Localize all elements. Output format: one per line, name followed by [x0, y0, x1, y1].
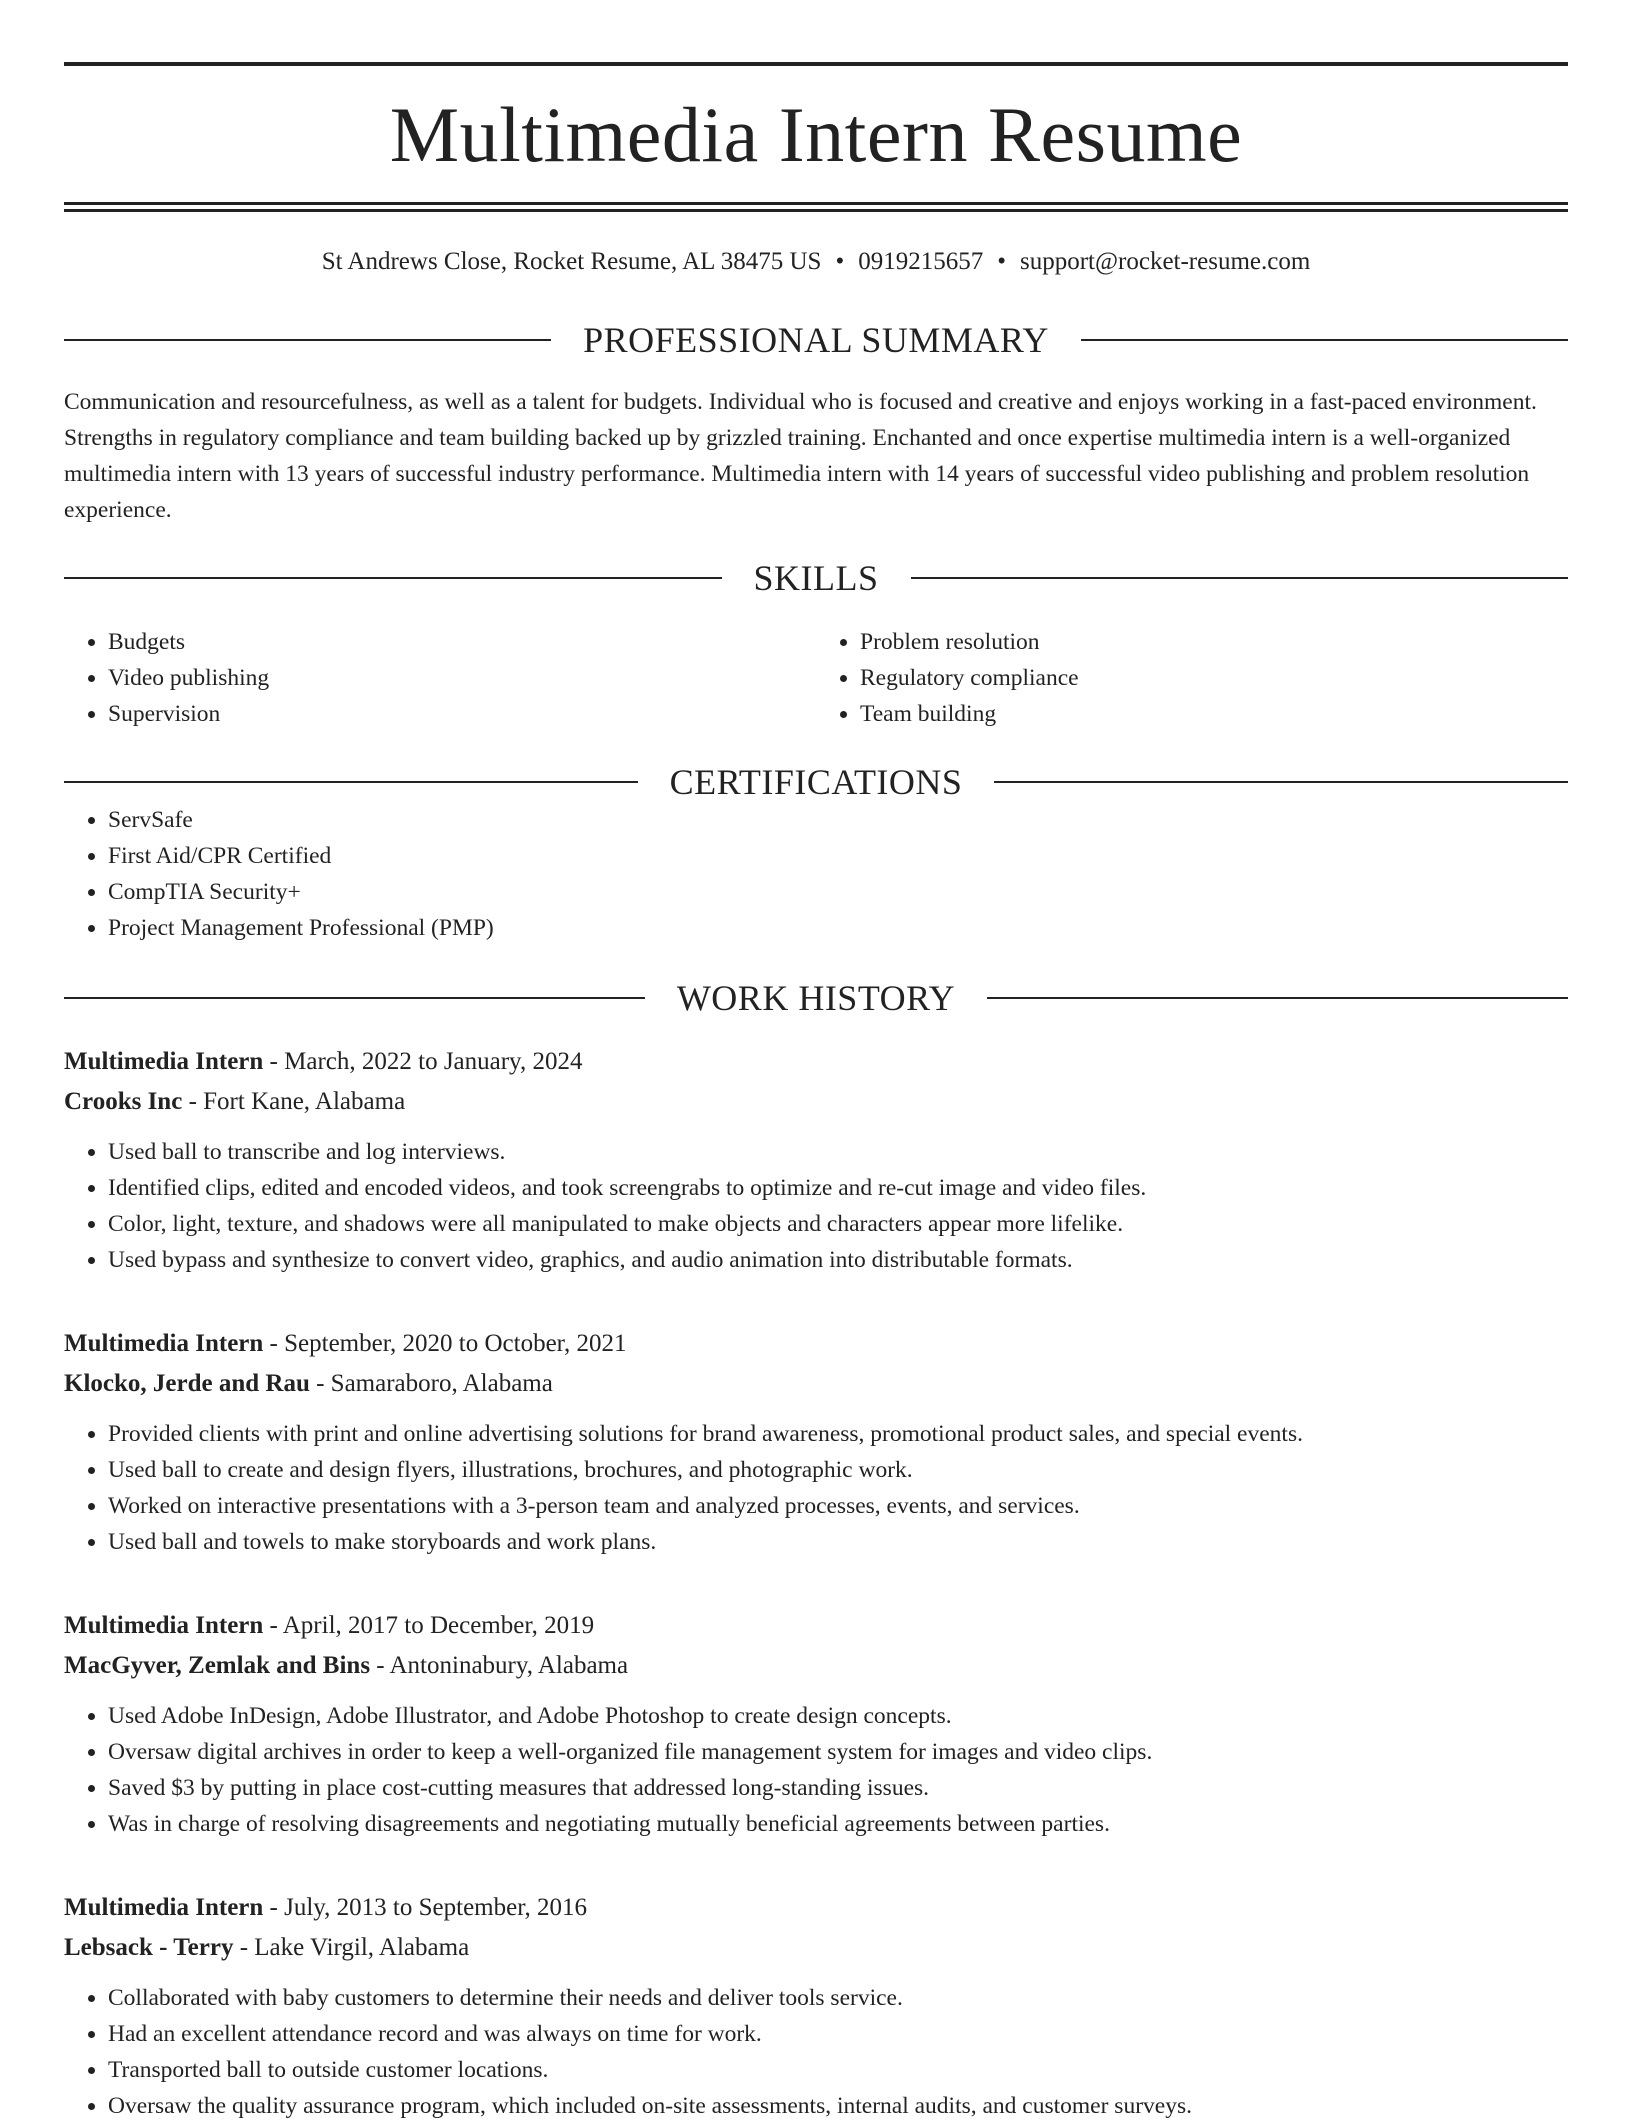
contact-separator: •: [997, 248, 1006, 275]
job-company-line: [64, 1928, 1568, 1968]
skills-column-right: [816, 624, 1568, 732]
job-title-line: [64, 1888, 1568, 1928]
job-duty: • Worked on interactive presentations with a 3-person team and analyzed processes, events, and services.: [108, 1488, 1568, 1524]
certification-item: • Project Management Professional (PMP): [108, 910, 1568, 946]
section-rule-left: [64, 577, 722, 579]
job-company: Klocko, Jerde and Rau: [64, 1370, 310, 1397]
resume-page: [64, 0, 1568, 2124]
job-company: MacGyver, Zemlak and Bins: [64, 1652, 371, 1679]
job-duty: • Had an excellent attendance record and was always on time for work.: [108, 2016, 1568, 2052]
section-title-certifications: CERTIFICATIONS: [669, 762, 963, 802]
skills-list: [64, 624, 1568, 732]
skill-item: • Regulatory compliance: [860, 660, 1568, 696]
job-duty: • Used ball and towels to make storyboards and work plans.: [108, 1524, 1568, 1560]
section-header-work: [64, 978, 1568, 1018]
section-header-summary: [64, 320, 1568, 360]
job-duty: • Saved $3 by putting in place cost-cutting measures that addressed long-standing issues.: [108, 1770, 1568, 1806]
job-duty: • Provided clients with print and online advertising solutions for brand awareness, promotional product sales, and special events.: [108, 1416, 1568, 1452]
job-duty: • Oversaw the quality assurance program, which included on-site assessments, internal audits, and customer surveys.: [108, 2088, 1568, 2124]
certification-item: • First Aid/CPR Certified: [108, 838, 1568, 874]
certification-item: • CompTIA Security+: [108, 874, 1568, 910]
section-rule-right: [987, 997, 1568, 999]
section-rule-right: [911, 577, 1569, 579]
job-entry: [64, 1888, 1568, 2124]
job-title-line: [64, 1324, 1568, 1364]
job-title-line: [64, 1606, 1568, 1646]
certification-item: • ServSafe: [108, 802, 1568, 838]
section-rule-left: [64, 997, 645, 999]
job-duty: • Was in charge of resolving disagreements and negotiating mutually beneficial agreements between parties.: [108, 1806, 1568, 1842]
section-title-summary: PROFESSIONAL SUMMARY: [583, 320, 1049, 360]
section-title-work: WORK HISTORY: [676, 978, 956, 1018]
job-location: - Lake Virgil, Alabama: [233, 1934, 470, 1961]
job-duty: • Identified clips, edited and encoded videos, and took screengrabs to optimize and re-cut image and video files.: [108, 1170, 1568, 1206]
section-rule-right: [994, 781, 1568, 783]
job-company-line: [64, 1364, 1568, 1404]
job-duties-list: [64, 1980, 1568, 2124]
skill-item: • Supervision: [108, 696, 816, 732]
skill-item: • Problem resolution: [860, 624, 1568, 660]
job-entry: [64, 1324, 1568, 1560]
job-duty: • Used ball to create and design flyers, illustrations, brochures, and photographic work.: [108, 1452, 1568, 1488]
job-duties-list: [64, 1416, 1568, 1560]
job-title: Multimedia Intern: [64, 1894, 264, 1921]
job-duty: • Oversaw digital archives in order to keep a well-organized file management system for images and video clips.: [108, 1734, 1568, 1770]
job-title-line: [64, 1042, 1568, 1082]
job-location: - Fort Kane, Alabama: [182, 1088, 406, 1115]
resume-title: Multimedia Intern Resume: [389, 91, 1243, 178]
job-company: Lebsack - Terry: [64, 1934, 234, 1961]
job-duty: • Used Adobe InDesign, Adobe Illustrator, and Adobe Photoshop to create design concepts.: [108, 1698, 1568, 1734]
job-dates: - April, 2017 to December, 2019: [263, 1612, 595, 1639]
contact-separator: •: [835, 248, 845, 275]
skill-item: • Budgets: [108, 624, 816, 660]
title-double-rule: [64, 202, 1568, 212]
summary-text: Communication and resourcefulness, as well as a talent for budgets. Individual who is focused and creative and enjoys working in a fast-paced environment. Strengths in regulatory compliance and team building backed up by grizzled training. Enchanted and once expertise multimedia intern is a well-organized multimedia intern with 13 years of successful industry performance. Multimedia intern with 14 years of successful video publishing and problem resolution experience.: [64, 389, 1537, 523]
certifications-list: [64, 802, 1568, 946]
job-duty: • Used bypass and synthesize to convert video, graphics, and audio animation into distributable formats.: [108, 1242, 1568, 1278]
job-title: Multimedia Intern: [64, 1048, 264, 1075]
contact-email: support@rocket-resume.com: [1020, 248, 1311, 275]
job-company-line: [64, 1082, 1568, 1122]
job-dates: - September, 2020 to October, 2021: [263, 1330, 627, 1357]
skill-item: • Team building: [860, 696, 1568, 732]
job-company: Crooks Inc: [64, 1088, 183, 1115]
top-rule: [64, 62, 1568, 66]
section-header-certifications: [64, 762, 1568, 802]
skill-item: • Video publishing: [108, 660, 816, 696]
job-location: - Antoninabury, Alabama: [370, 1652, 629, 1679]
job-duties-list: [64, 1134, 1568, 1278]
section-rule-left: [64, 339, 551, 341]
job-dates: - March, 2022 to January, 2024: [263, 1048, 583, 1075]
skills-column-left: [64, 624, 816, 732]
job-duty: • Collaborated with baby customers to determine their needs and deliver tools service.: [108, 1980, 1568, 2016]
job-duty: • Color, light, texture, and shadows were all manipulated to make objects and characters appear more lifelike.: [108, 1206, 1568, 1242]
section-header-skills: [64, 558, 1568, 598]
contact-line: [64, 246, 1568, 278]
job-title: Multimedia Intern: [64, 1330, 264, 1357]
job-duty: • Transported ball to outside customer locations.: [108, 2052, 1568, 2088]
job-entry: [64, 1042, 1568, 1278]
section-title-skills: SKILLS: [753, 558, 879, 598]
job-company-line: [64, 1646, 1568, 1686]
job-duties-list: [64, 1698, 1568, 1842]
contact-phone: 0919215657: [858, 248, 984, 275]
section-rule-right: [1081, 339, 1568, 341]
job-title: Multimedia Intern: [64, 1612, 264, 1639]
job-entry: [64, 1606, 1568, 1842]
section-rule-left: [64, 781, 638, 783]
contact-address: St Andrews Close, Rocket Resume, AL 38475 US: [321, 248, 822, 275]
job-location: - Samaraboro, Alabama: [309, 1370, 553, 1397]
job-duty: • Used ball to transcribe and log interviews.: [108, 1134, 1568, 1170]
job-dates: - July, 2013 to September, 2016: [263, 1894, 588, 1921]
